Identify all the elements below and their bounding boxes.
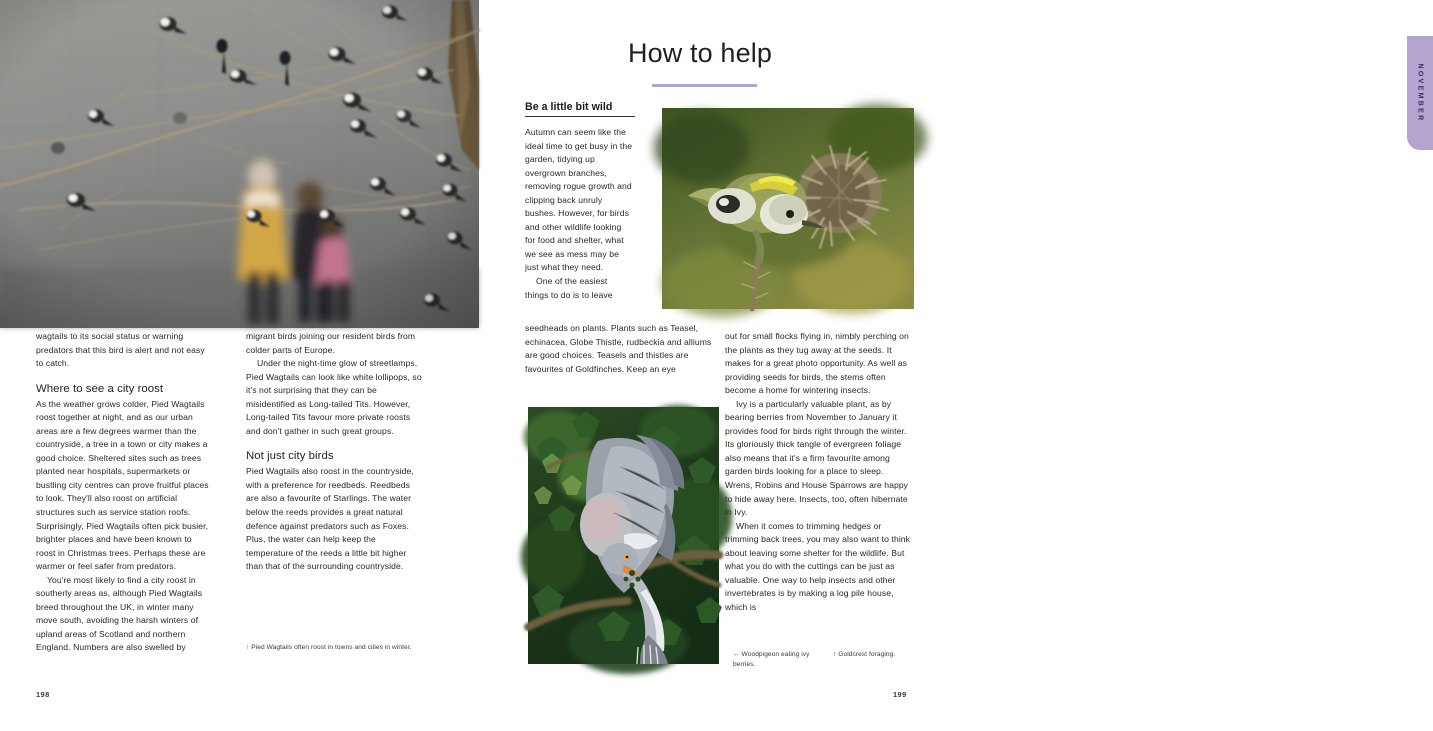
caption-woodpigeon-photo: ← Woodpigeon eating ivy berries.	[733, 651, 810, 668]
paragraph: Pied Wagtails also roost in the countryside, with a preference for reedbeds. Reedbeds are also a favourite of Starlings. The water below the reeds provides a great natural defence against predators such as Foxes. Plus, the water can help keep the temperature of the reeds a little bit higher than that of the surrounding countryside.	[246, 466, 414, 572]
sub-heading-underline-rule	[525, 116, 635, 117]
month-tab-label: NOVEMBER	[1416, 63, 1424, 123]
right-column-two	[725, 330, 911, 614]
heading-where-to-see-a-city-roost: Where to see a city roost	[36, 382, 164, 395]
right-column-one-narrow	[525, 126, 633, 302]
paragraph: As the weather grows colder, Pied Wagtails roost together at night, and as our urban areas are a few degrees warmer than the countryside, a tree in a town or city makes a good choice. Sheltered sites such as trees planted near hospitals, supermarkets or bustling city centres can prove fruitful places to look. They'll also roost on artificial structures such as service station roofs. Surprisingly, Pied Wagtails often pick busier, brighter places and have been known to roost in Christmas trees. Perhaps these are warmer or feel safer from predators.	[36, 398, 209, 572]
page-number-left: 198	[36, 690, 50, 699]
paragraph: You're most likely to find a city roost in southerly areas as, although Pied Wagtails breed throughout the UK, in winter many move south, avoiding the harsh winters of upland areas of Scotland and northern England. Numbers are also swelled by	[36, 574, 203, 653]
page-number-right: 199	[893, 690, 907, 699]
paragraph: seedheads on plants. Plants such as Teasel, echinacea, Globe Thistle, rudbeckia and alliums are good choices. Teasels and thistles are favourites of Goldfinches. Keep an eye	[525, 323, 712, 374]
caption-goldcrest-photo: ↑ Goldcrest foraging.	[833, 651, 896, 658]
paragraph-continued: migrant birds joining our resident birds from colder parts of Europe.	[246, 331, 416, 355]
right-column-one-wide	[525, 322, 715, 376]
paragraph-continued: wagtails to its social status or warning predators that this bird is alert and not easy to catch.	[36, 331, 205, 369]
paragraph-continued: out for small flocks flying in, nimbly perching on the plants as they tug away at the seeds. It makes for a great photo opportunity. As well as providing seeds for birds, the stems often become a home for wintering insects.	[725, 331, 909, 396]
paragraph: Ivy is a particularly valuable plant, as by bearing berries from November to January it provides food for birds right through the winter. Its gloriously thick tangle of evergreen foliage also means that it's a firm favourite among garden birds looking for a place to sleep. Wrens, Robins and House Sparrows are happy to hide away here. Insects, too, often hibernate in Ivy.	[725, 398, 909, 518]
woodpigeon-photo	[528, 407, 719, 664]
left-column-one	[36, 330, 213, 655]
goldcrest-photo	[662, 108, 914, 309]
paragraph: Under the night-time glow of streetlamps, Pied Wagtails can look like white lollipops, so it's not surprising that they can be misidentified as Long-tailed Tits. However, Long-tailed Tits favour more private roosts and don't gather in such great groups.	[246, 358, 422, 436]
title-underline-rule	[652, 84, 757, 87]
left-column-two	[246, 330, 423, 574]
paragraph: When it comes to trimming hedges or trimming back trees, you may also want to think about leaving some shelter for the wildlife. But what you do with the cuttings can be just as valuable. One way to help insects and other invertebrates is by making a log pile house, which is	[725, 520, 911, 612]
paragraph: One of the easiest things to do is to leave	[525, 276, 613, 300]
sub-heading-be-a-little-bit-wild: Be a little bit wild	[525, 101, 613, 113]
left-page	[0, 0, 480, 731]
page-title: How to help	[627, 38, 773, 68]
right-page	[480, 0, 1424, 731]
paragraph: Autumn can seem like the ideal time to get busy in the garden, tidying up overgrown branches, removing rogue growth and clipping back unruly bushes. However, for birds and other wildlife looking for food and shelter, what we see as mess may be just what they need.	[525, 127, 633, 273]
month-tab-november[interactable]	[1407, 36, 1433, 150]
caption-wagtail-photo: ↑ Pied Wagtails often roost in towns and cities in winter.	[246, 644, 412, 651]
wagtail-roost-photo	[0, 0, 479, 328]
heading-not-just-city-birds: Not just city birds	[246, 450, 334, 463]
